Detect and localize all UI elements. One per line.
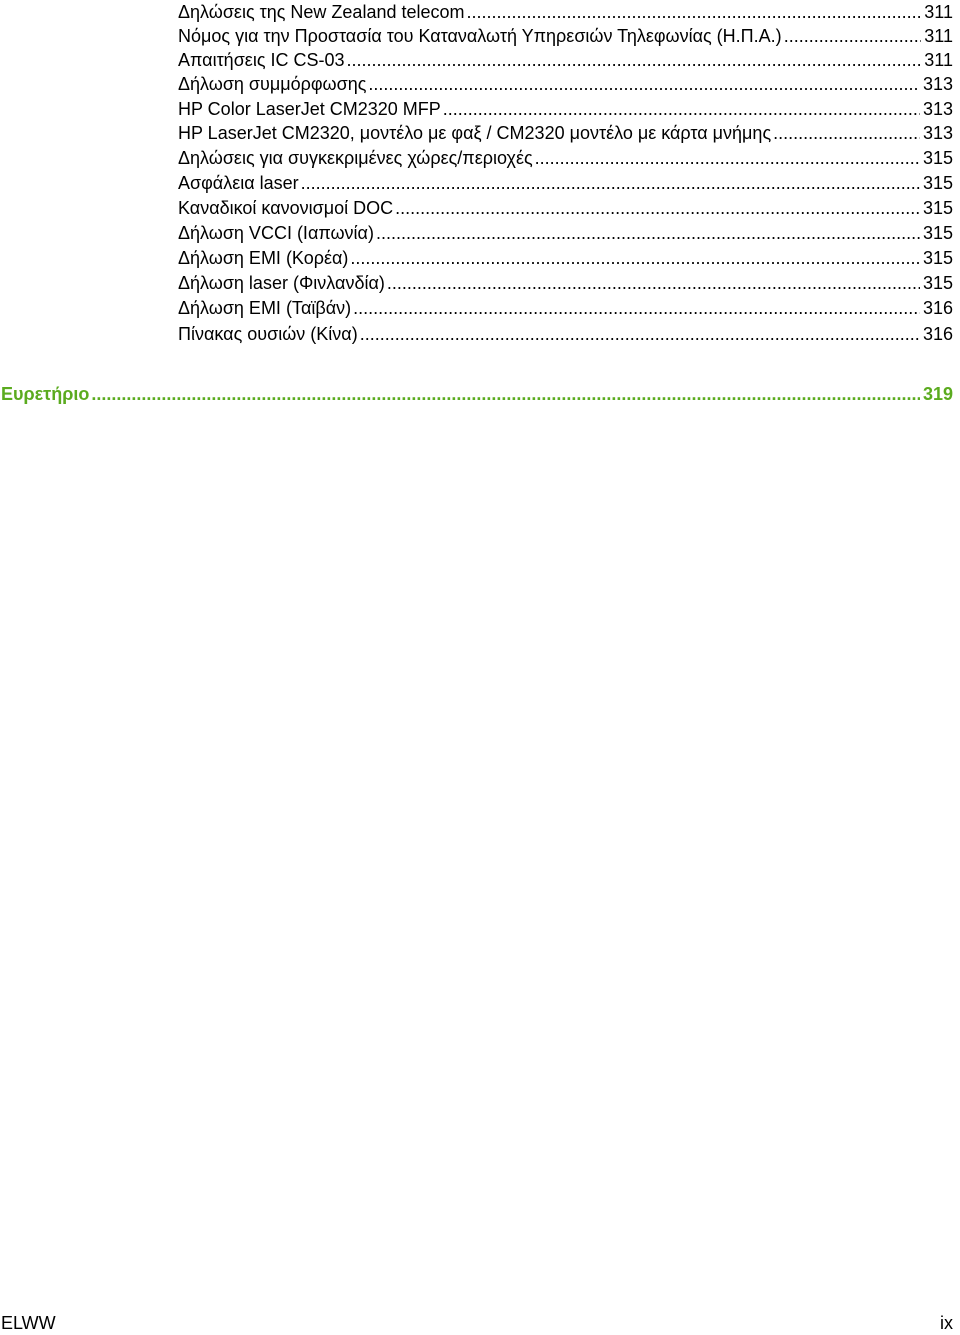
toc-index-page: 319 bbox=[922, 384, 953, 404]
toc-entry-page: 313 bbox=[922, 123, 953, 143]
toc-entry[interactable] bbox=[178, 24, 953, 48]
toc-entry-title: Δήλωση EMI (Ταϊβάν) bbox=[178, 298, 352, 318]
toc-entry-title: Ασφάλεια laser bbox=[178, 173, 299, 193]
toc-entry-page: 315 bbox=[922, 173, 953, 193]
footer-page-number: ix bbox=[940, 1313, 953, 1333]
toc-dot-leader bbox=[368, 72, 920, 96]
toc-index-entry[interactable] bbox=[1, 382, 953, 406]
toc-entry-title: Δήλωση laser (Φινλανδία) bbox=[178, 273, 385, 293]
toc-entry-page: 311 bbox=[924, 26, 953, 46]
toc-entry[interactable] bbox=[178, 48, 953, 72]
toc-entry-title: Δήλωση συμμόρφωσης bbox=[178, 74, 367, 94]
toc-dot-leader bbox=[360, 322, 920, 346]
toc-entry[interactable] bbox=[178, 171, 953, 195]
toc-entry-page: 315 bbox=[922, 248, 953, 268]
toc-dot-leader bbox=[467, 0, 922, 24]
toc-entry-page: 316 bbox=[922, 298, 953, 318]
toc-entry[interactable] bbox=[178, 246, 953, 270]
toc-entry-title: Δηλώσεις της New Zealand telecom bbox=[178, 2, 465, 22]
toc-entry-title: Καναδικοί κανονισμοί DOC bbox=[178, 198, 394, 218]
toc-entry[interactable] bbox=[178, 97, 953, 121]
toc-entry-title: Δήλωση VCCI (Ιαπωνία) bbox=[178, 223, 374, 243]
toc-entry[interactable] bbox=[178, 72, 953, 96]
toc-dot-leader bbox=[350, 246, 920, 270]
toc-dot-leader bbox=[347, 48, 922, 72]
toc-entry-page: 313 bbox=[922, 99, 953, 119]
toc-dot-leader bbox=[301, 171, 920, 195]
footer-doc-code: ELWW bbox=[1, 1313, 56, 1333]
toc-entry[interactable] bbox=[178, 271, 953, 295]
toc-entry-page: 315 bbox=[922, 148, 953, 168]
toc-entry[interactable] bbox=[178, 196, 953, 220]
toc-entry-page: 316 bbox=[922, 324, 953, 344]
toc-dot-leader bbox=[395, 196, 920, 220]
toc-entry[interactable] bbox=[178, 221, 953, 245]
toc-dot-leader bbox=[784, 24, 922, 48]
toc-entry-title: Πίνακας ουσιών (Κίνα) bbox=[178, 324, 358, 344]
toc-entry[interactable] bbox=[178, 0, 953, 24]
toc-entry-page: 313 bbox=[922, 74, 953, 94]
toc-entry-page: 311 bbox=[924, 50, 953, 70]
toc-entry-title: HP LaserJet CM2320, μοντέλο με φαξ / CM2320 μοντέλο με κάρτα μνήμης bbox=[178, 123, 772, 143]
toc-entry[interactable] bbox=[178, 296, 953, 320]
toc-entry-page: 315 bbox=[922, 223, 953, 243]
toc-dot-leader bbox=[376, 221, 920, 245]
toc-entry-page: 315 bbox=[922, 198, 953, 218]
toc-entry[interactable] bbox=[178, 121, 953, 145]
toc-dot-leader bbox=[387, 271, 920, 295]
toc-dot-leader bbox=[91, 382, 920, 406]
toc-entry[interactable] bbox=[178, 146, 953, 170]
toc-entry-title: Απαιτήσεις IC CS-03 bbox=[178, 50, 345, 70]
toc-dot-leader bbox=[773, 121, 920, 145]
toc-entry[interactable] bbox=[178, 322, 953, 346]
toc-dot-leader bbox=[353, 296, 920, 320]
toc-entry-title: Δηλώσεις για συγκεκριμένες χώρες/περιοχές bbox=[178, 148, 533, 168]
toc-entry-title: Νόμος για την Προστασία του Καταναλωτή Υπηρεσιών Τηλεφωνίας (Η.Π.Α.) bbox=[178, 26, 782, 46]
toc-entry-page: 311 bbox=[924, 2, 953, 22]
toc-dot-leader bbox=[443, 97, 920, 121]
toc-entry-page: 315 bbox=[922, 273, 953, 293]
toc-index-title: Ευρετήριο bbox=[1, 384, 90, 404]
toc-entry-title: Δήλωση EMI (Κορέα) bbox=[178, 248, 349, 268]
toc-entry-title: HP Color LaserJet CM2320 MFP bbox=[178, 99, 441, 119]
toc-dot-leader bbox=[535, 146, 920, 170]
